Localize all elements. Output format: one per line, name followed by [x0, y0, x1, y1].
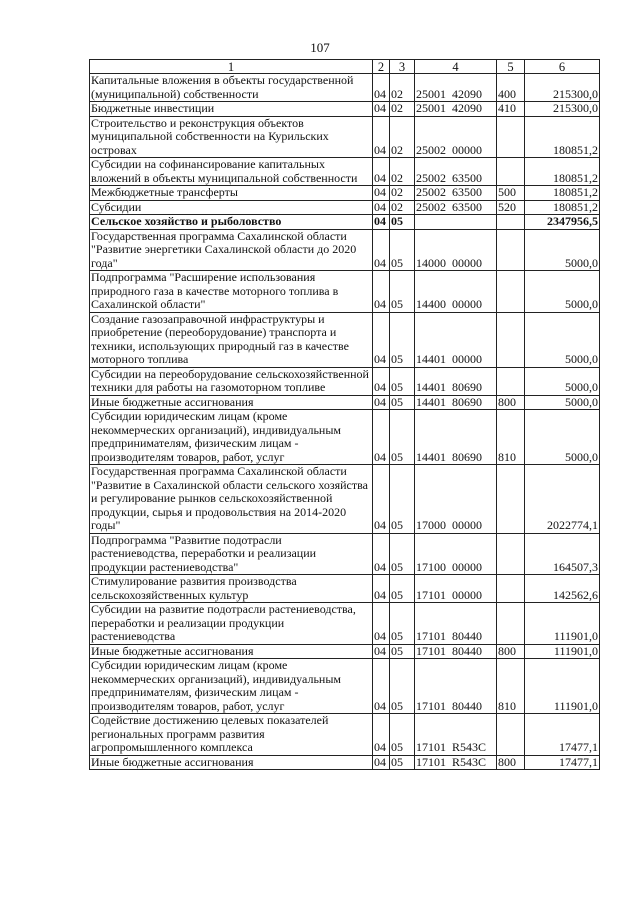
- table-row: [90, 158, 600, 186]
- table-row: [90, 186, 600, 201]
- row-subsection: 05: [390, 603, 415, 645]
- table-row: [90, 575, 600, 603]
- row-section: 04: [373, 186, 390, 201]
- row-subsection: 05: [390, 755, 415, 770]
- row-subsection: 02: [390, 74, 415, 102]
- row-amount: 180851,2: [525, 158, 600, 186]
- row-name: Создание газозаправочной инфраструктуры и приобретение (переоборудование) транспорта и техники, использующих природный газ в качестве моторного топлива: [90, 312, 373, 367]
- row-target-code: 17101 80440: [415, 603, 497, 645]
- row-target-code: 17101 80440: [415, 644, 497, 659]
- table-row: [90, 465, 600, 534]
- row-target-code: 25002 00000: [415, 116, 497, 158]
- row-name: Субсидии юридическим лицам (кроме некоммерческих организаций), индивидуальным предпринимателям, физическим лицам - производителям товаров, работ, услуг: [90, 659, 373, 714]
- row-target-code: 14401 80690: [415, 395, 497, 410]
- row-name: Государственная программа Сахалинской области "Развитие энергетики Сахалинской области до 2020 года": [90, 229, 373, 271]
- row-target-code: 17101 R543C: [415, 714, 497, 756]
- row-name: Сельское хозяйство и рыболовство: [90, 215, 373, 230]
- row-section: 04: [373, 465, 390, 534]
- row-name: Государственная программа Сахалинской области "Развитие в Сахалинской области сельского хозяйства и регулирование рынков сельскохозяйственной продукции, сырья и продовольствия на 2014-2020 годы": [90, 465, 373, 534]
- row-section: 04: [373, 312, 390, 367]
- row-target-code: 17101 00000: [415, 575, 497, 603]
- row-amount: 111901,0: [525, 644, 600, 659]
- row-name: Субсидии на переоборудование сельскохозяйственной техники для работы на газомоторном топливе: [90, 367, 373, 395]
- row-name: Субсидии на софинансирование капитальных вложений в объекты муниципальной собственности: [90, 158, 373, 186]
- row-subsection: 05: [390, 659, 415, 714]
- row-target-code: 25001 42090: [415, 74, 497, 102]
- row-amount: 180851,2: [525, 200, 600, 215]
- row-subsection: 02: [390, 158, 415, 186]
- row-section: 04: [373, 200, 390, 215]
- row-target-code: 14401 80690: [415, 410, 497, 465]
- row-section: 04: [373, 714, 390, 756]
- row-section: 04: [373, 644, 390, 659]
- row-section: 04: [373, 410, 390, 465]
- row-name: Бюджетные инвестиции: [90, 102, 373, 117]
- row-subsection: 05: [390, 312, 415, 367]
- row-target-code: 14000 00000: [415, 229, 497, 271]
- row-amount: 111901,0: [525, 603, 600, 645]
- row-expense-type: [497, 714, 525, 756]
- row-subsection: 02: [390, 102, 415, 117]
- row-subsection: 05: [390, 271, 415, 313]
- row-subsection: 05: [390, 229, 415, 271]
- row-expense-type: 520: [497, 200, 525, 215]
- budget-table: [89, 59, 600, 770]
- table-row: [90, 659, 600, 714]
- table-row: [90, 271, 600, 313]
- row-amount: 215300,0: [525, 102, 600, 117]
- row-expense-type: 410: [497, 102, 525, 117]
- header-col-2: 2: [373, 60, 390, 74]
- row-target-code: 14400 00000: [415, 271, 497, 313]
- row-subsection: 05: [390, 215, 415, 230]
- row-amount: 5000,0: [525, 395, 600, 410]
- row-expense-type: 810: [497, 659, 525, 714]
- row-subsection: 02: [390, 200, 415, 215]
- row-name: Строительство и реконструкция объектов муниципальной собственности на Курильских островах: [90, 116, 373, 158]
- row-section: 04: [373, 229, 390, 271]
- table-row: [90, 410, 600, 465]
- row-expense-type: 800: [497, 395, 525, 410]
- row-section: 04: [373, 271, 390, 313]
- row-target-code: 17101 R543C: [415, 755, 497, 770]
- row-target-code: [415, 215, 497, 230]
- row-section: 04: [373, 575, 390, 603]
- row-expense-type: [497, 367, 525, 395]
- row-expense-type: [497, 603, 525, 645]
- row-subsection: 05: [390, 644, 415, 659]
- row-section: 04: [373, 603, 390, 645]
- row-target-code: 17101 80440: [415, 659, 497, 714]
- row-subsection: 02: [390, 186, 415, 201]
- row-target-code: 25002 63500: [415, 186, 497, 201]
- row-target-code: 17000 00000: [415, 465, 497, 534]
- row-name: Подпрограмма "Расширение использования природного газа в качестве моторного топлива в Сахалинской области": [90, 271, 373, 313]
- row-amount: 180851,2: [525, 116, 600, 158]
- table-row: [90, 603, 600, 645]
- row-amount: 5000,0: [525, 410, 600, 465]
- row-expense-type: [497, 158, 525, 186]
- table-row: [90, 215, 600, 230]
- table-row: [90, 533, 600, 575]
- row-expense-type: 800: [497, 644, 525, 659]
- row-amount: 164507,3: [525, 533, 600, 575]
- row-amount: 215300,0: [525, 74, 600, 102]
- row-expense-type: [497, 215, 525, 230]
- row-subsection: 05: [390, 367, 415, 395]
- row-subsection: 05: [390, 395, 415, 410]
- row-amount: 5000,0: [525, 229, 600, 271]
- row-amount: 5000,0: [525, 271, 600, 313]
- row-name: Иные бюджетные ассигнования: [90, 755, 373, 770]
- row-expense-type: 400: [497, 74, 525, 102]
- row-expense-type: [497, 229, 525, 271]
- row-name: Содействие достижению целевых показателей региональных программ развития агропромышленного комплекса: [90, 714, 373, 756]
- row-expense-type: 500: [497, 186, 525, 201]
- header-col-6: 6: [525, 60, 600, 74]
- row-expense-type: [497, 465, 525, 534]
- row-name: Межбюджетные трансферты: [90, 186, 373, 201]
- row-subsection: 05: [390, 465, 415, 534]
- row-target-code: 25002 63500: [415, 200, 497, 215]
- row-expense-type: [497, 575, 525, 603]
- table-row: [90, 714, 600, 756]
- row-section: 04: [373, 533, 390, 575]
- row-section: 04: [373, 395, 390, 410]
- table-row: [90, 74, 600, 102]
- row-section: 04: [373, 367, 390, 395]
- row-subsection: 05: [390, 714, 415, 756]
- table-row: [90, 229, 600, 271]
- row-section: 04: [373, 102, 390, 117]
- row-amount: 2347956,5: [525, 215, 600, 230]
- table-header-row: [90, 60, 600, 74]
- table-row: [90, 755, 600, 770]
- row-target-code: 14401 00000: [415, 312, 497, 367]
- row-amount: 5000,0: [525, 312, 600, 367]
- row-target-code: 17100 00000: [415, 533, 497, 575]
- table-row: [90, 644, 600, 659]
- row-section: 04: [373, 116, 390, 158]
- header-col-1: 1: [90, 60, 373, 74]
- table-row: [90, 312, 600, 367]
- row-name: Подпрограмма "Развитие подотрасли растениеводства, переработки и реализации продукции растениеводства": [90, 533, 373, 575]
- row-name: Субсидии на развитие подотрасли растениеводства, переработки и реализации продукции растениеводства: [90, 603, 373, 645]
- table-row: [90, 116, 600, 158]
- row-amount: 17477,1: [525, 755, 600, 770]
- row-expense-type: [497, 116, 525, 158]
- row-target-code: 25001 42090: [415, 102, 497, 117]
- row-expense-type: [497, 271, 525, 313]
- header-col-4: 4: [415, 60, 497, 74]
- row-amount: 5000,0: [525, 367, 600, 395]
- row-subsection: 05: [390, 575, 415, 603]
- row-expense-type: 810: [497, 410, 525, 465]
- row-target-code: 14401 80690: [415, 367, 497, 395]
- row-amount: 111901,0: [525, 659, 600, 714]
- row-name: Иные бюджетные ассигнования: [90, 644, 373, 659]
- row-expense-type: 800: [497, 755, 525, 770]
- row-subsection: 05: [390, 533, 415, 575]
- row-expense-type: [497, 312, 525, 367]
- header-col-5: 5: [497, 60, 525, 74]
- row-amount: 142562,6: [525, 575, 600, 603]
- row-target-code: 25002 63500: [415, 158, 497, 186]
- row-name: Субсидии: [90, 200, 373, 215]
- row-name: Стимулирование развития производства сельскохозяйственных культур: [90, 575, 373, 603]
- row-subsection: 02: [390, 116, 415, 158]
- row-name: Капитальные вложения в объекты государственной (муниципальной) собственности: [90, 74, 373, 102]
- table-row: [90, 102, 600, 117]
- row-amount: 17477,1: [525, 714, 600, 756]
- table-row: [90, 367, 600, 395]
- table-row: [90, 200, 600, 215]
- row-expense-type: [497, 533, 525, 575]
- row-section: 04: [373, 215, 390, 230]
- header-col-3: 3: [390, 60, 415, 74]
- row-section: 04: [373, 158, 390, 186]
- row-section: 04: [373, 659, 390, 714]
- page-number: 107: [310, 40, 330, 55]
- row-subsection: 05: [390, 410, 415, 465]
- row-amount: 2022774,1: [525, 465, 600, 534]
- table-row: [90, 395, 600, 410]
- row-section: 04: [373, 74, 390, 102]
- row-name: Субсидии юридическим лицам (кроме некоммерческих организаций), индивидуальным предпринимателям, физическим лицам - производителям товаров, работ, услуг: [90, 410, 373, 465]
- row-name: Иные бюджетные ассигнования: [90, 395, 373, 410]
- row-section: 04: [373, 755, 390, 770]
- row-amount: 180851,2: [525, 186, 600, 201]
